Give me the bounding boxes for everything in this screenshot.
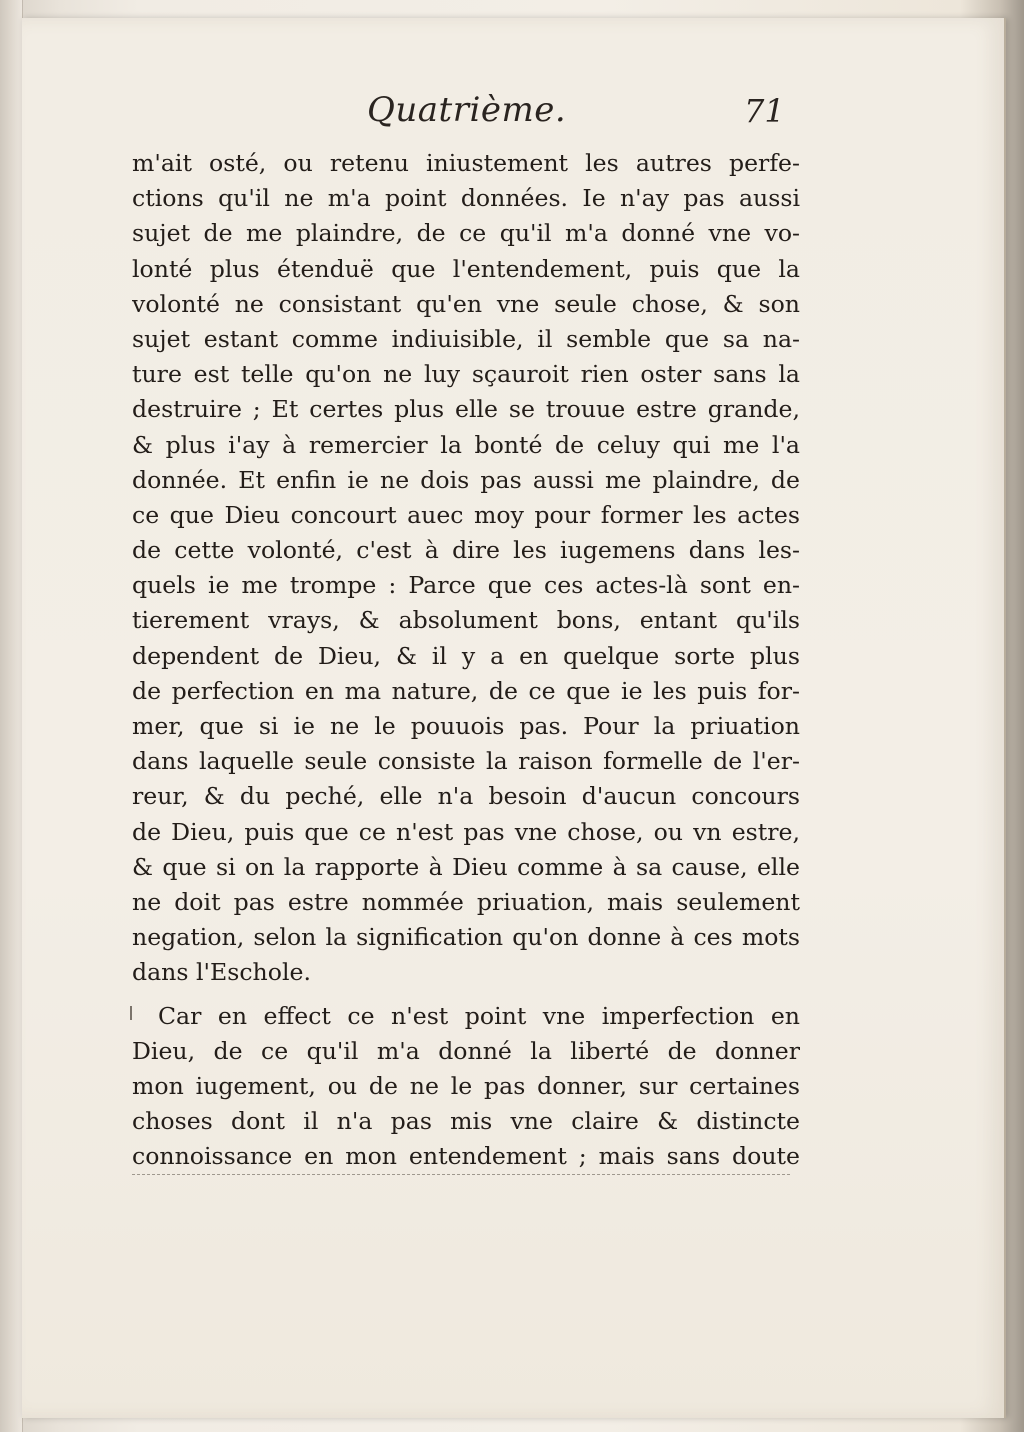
text-line: volonté ne consistant qu'en vne seule chose, & son [132,289,800,318]
text-line: Car en effect ce n'est point vne imperfection en [158,1001,800,1030]
text-line: dependent de Dieu, & il y a en quelque sorte plus [132,641,800,670]
text-line: negation, selon la signification qu'on donne à ces mots [132,923,800,952]
book-gutter [0,0,23,1432]
text-line: ture est telle qu'on ne luy sçauroit rien oster sans la [132,360,800,389]
text-line: connoissance en mon entendement ; mais sans doute [132,1142,800,1171]
text-line: donnée. Et enfin ie ne dois pas aussi me plaindre, de [132,465,800,494]
text-line: dans laquelle seule consiste la raison formelle de l'er- [132,747,800,776]
text-line: mon iugement, ou de ne le pas donner, sur certaines [132,1071,800,1100]
text-line: ne doit pas estre nommée priuation, mais seulement [132,887,800,916]
paragraph-mark [130,1006,140,1020]
text-line: tierement vrays, & absolument bons, entant qu'ils [132,606,800,635]
text-line: m'ait osté, ou retenu iniustement les autres perfe- [132,149,800,177]
page-sheet [22,18,1006,1418]
text-line: mer, que si ie ne le pouuois pas. Pour la priuation [132,712,800,740]
bottom-ink-rule [132,1174,790,1175]
page-number: 71 [744,92,785,130]
text-line: ce que Dieu concourt auec moy pour former les actes [132,500,800,529]
text-line: de perfection en ma nature, de ce que ie les puis for- [132,676,800,705]
text-line: sujet estant comme indiuisible, il semble que sa na- [132,324,800,353]
running-head: Quatrième. [367,90,567,130]
text-line: destruire ; Et certes plus elle se trouue estre grande, [132,395,800,424]
text-line: ctions qu'il ne m'a point données. Ie n'ay pas aussi [132,184,800,213]
text-line: de cette volonté, c'est à dire les iugemens dans les- [132,536,800,565]
body-text [132,146,800,1174]
text-line: sujet de me plaindre, de ce qu'il m'a donné vne vo- [132,219,800,248]
text-line: dans l'Eschole. [132,958,311,987]
paragraph-gap [132,991,800,999]
text-line: reur, & du peché, elle n'a besoin d'aucun concours [132,782,800,811]
text-line: de Dieu, puis que ce n'est pas vne chose, ou vn estre, [132,817,800,846]
text-line: & plus i'ay à remercier la bonté de celuy qui me l'a [132,430,800,459]
page-header [22,80,1004,140]
text-line: & que si on la rapporte à Dieu comme à sa cause, elle [132,852,800,881]
text-line: choses dont il n'a pas mis vne claire & distincte [132,1107,800,1136]
text-line: quels ie me trompe : Parce que ces actes-là sont en- [132,571,800,600]
text-line: Dieu, de ce qu'il m'a donné la liberté de donner [132,1036,800,1065]
text-line: lonté plus étenduë que l'entendement, puis que la [132,254,800,283]
